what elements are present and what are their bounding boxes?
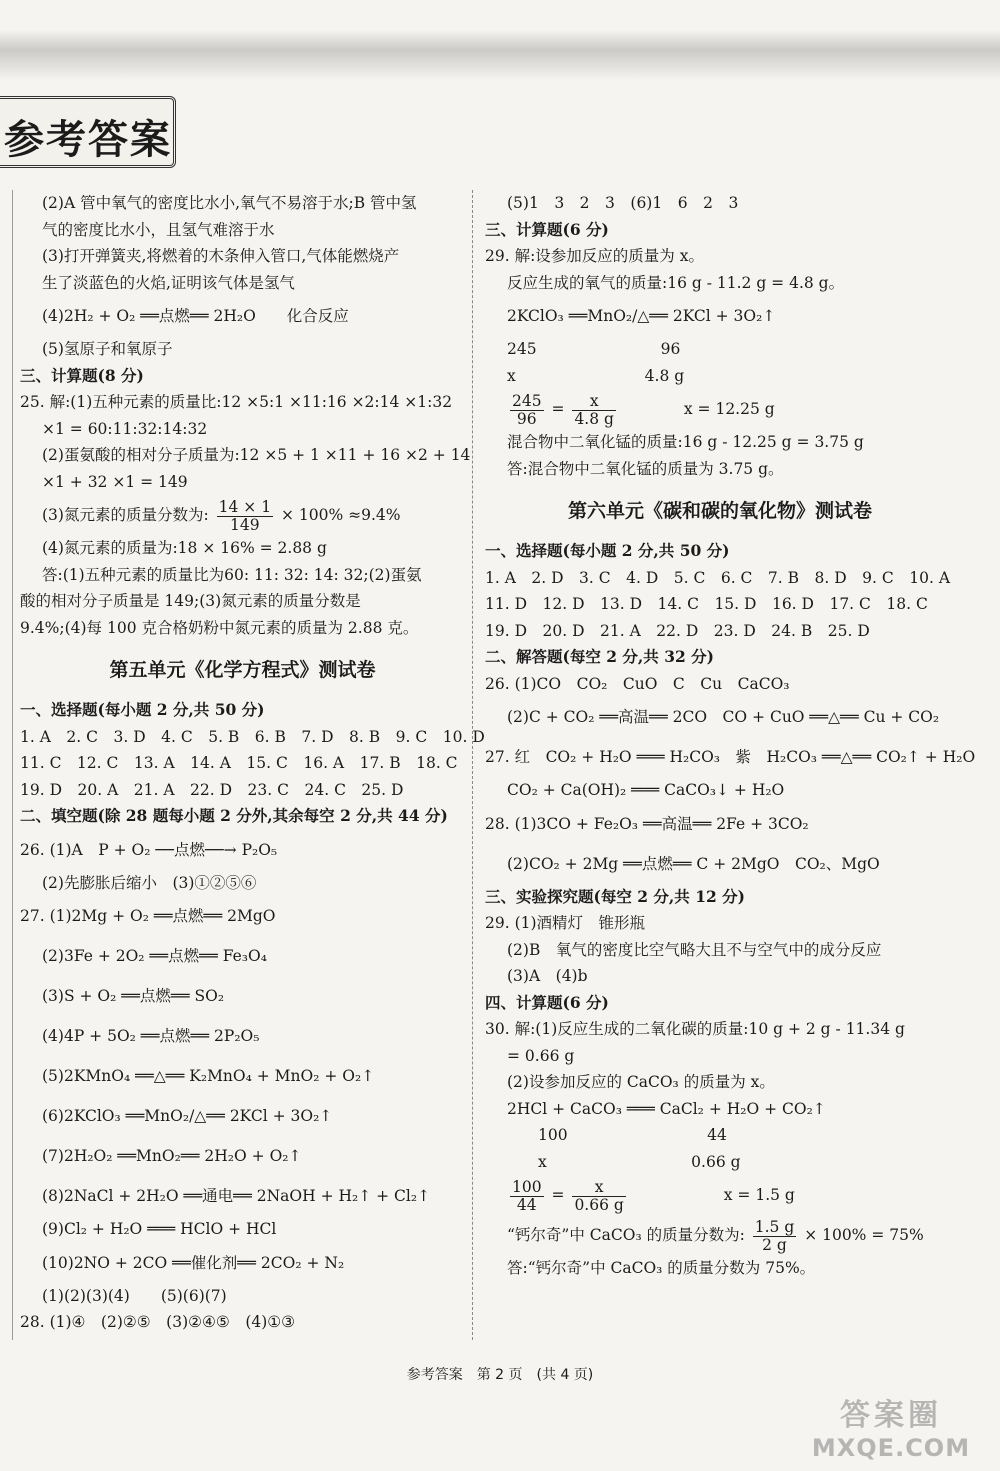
answer-line: 2KClO₃ ══MnO₂/△══ 2KCl + 3O₂↑ [507, 307, 776, 325]
answer-line: 酸的相对分子质量是 149;(3)氮元素的质量分数是 [20, 592, 361, 610]
answer-line: (2)先膨胀后缩小 (3)①②⑤⑥ [42, 873, 257, 892]
answer-line: 2HCl + CaCO₃ ═══ CaCl₂ + H₂O + CO₂↑ [507, 1099, 826, 1118]
fraction-denominator: 4.8 g [574, 409, 614, 428]
answer-line: 反应生成的氧气的质量:16 g - 11.2 g = 4.8 g。 [507, 273, 845, 292]
fraction-denominator: 2 g [762, 1235, 787, 1254]
calcium-fraction-suffix: × 100% = 75% [804, 1226, 924, 1244]
watermark-logo [796, 1398, 986, 1464]
fraction-numerator: 1.5 g [754, 1217, 795, 1236]
answer-line: (3)A (4)b [507, 967, 588, 985]
answer-line: 1. A 2. C 3. D 4. C 5. B 6. B 7. D 8. B 9. C 10. D [20, 727, 485, 746]
answer-line: (5)1 3 2 3 (6)1 6 2 3 [507, 194, 739, 212]
answer-line: CO₂ + Ca(OH)₂ ═══ CaCO₃↓ + H₂O [507, 781, 785, 799]
fraction-numerator: 14 × 1 [218, 497, 272, 516]
fraction-numerator: 100 [512, 1177, 542, 1196]
left-answers-part1 [20, 190, 471, 495]
nitrogen-fraction-prefix: (3)氮元素的质量分数为: [42, 506, 209, 524]
answer-line: 25. 解:(1)五种元素的质量比:12 ×5:1 ×11:16 ×2:14 ×1:32 [20, 393, 453, 411]
unit6-answers [485, 538, 976, 1175]
left-margin-rule [12, 190, 13, 1340]
ratio-fraction-left [510, 1179, 544, 1214]
answer-line: (2)B 氧气的密度比空气略大且不与空气中的成分反应 [507, 940, 882, 959]
final-answer: 答:“钙尔奇”中 CaCO₃ 的质量分数为 75%。 [507, 1259, 816, 1277]
answer-line: 11. D 12. D 13. D 14. C 15. D 16. D 17. C 18. C [485, 595, 928, 613]
calcium-fraction-line [485, 1215, 955, 1255]
ratio-result: x = 1.5 g [723, 1186, 795, 1204]
answer-line: 28. (1)④ (2)②⑤ (3)②④⑤ (4)①③ [20, 1313, 296, 1331]
answer-line: (2)设参加反应的 CaCO₃ 的质量为 x。 [507, 1073, 775, 1091]
nitrogen-fraction-suffix: × 100% ≈9.4% [281, 506, 401, 524]
right-answers-part2 [485, 429, 955, 482]
answer-line: 29. (1)酒精灯 锥形瓶 [485, 914, 646, 932]
answer-line: 29. 解:设参加反应的质量为 x。 [485, 247, 704, 265]
unit5-answers [20, 697, 485, 1336]
section-header-box [0, 96, 176, 168]
ratio-line-29: $\frac{245}{96}$ = $\frac{x}{4.8 g}$ x = 12.25 g [512, 391, 775, 428]
answer-line: 混合物中二氧化锰的质量:16 g - 12.25 g = 3.75 g [507, 433, 864, 451]
answer-line: 生了淡蓝色的火焰,证明该气体是氢气 [42, 273, 295, 292]
page-title: 参考答案 [4, 116, 172, 163]
watermark-line2: MXQE.COM [811, 1434, 971, 1462]
answer-line: 28. (1)3CO + Fe₂O₃ ══高温══ 2Fe + 3CO₂ [485, 814, 809, 833]
page-footer: 参考答案 第 2 页 (共 4 页) [406, 1367, 594, 1383]
answer-line: ×1 = 60:11:32:14:32 [42, 419, 208, 438]
answer-line: ×1 + 32 ×1 = 149 [42, 472, 188, 491]
ratio-line-30: $\frac{100}{44}$ = $\frac{x}{0.66 g}$ x = 1.5 g [512, 1177, 795, 1214]
fraction-numerator: 245 [512, 391, 542, 410]
answer-line: (3)打开弹簧夹,将燃着的木条伸入管口,气体能燃烧产 [42, 247, 400, 265]
answer-line: (5)2KMnO₄ ══△══ K₂MnO₄ + MnO₂ + O₂↑ [42, 1067, 375, 1085]
answer-line: 19. D 20. D 21. A 22. D 23. D 24. B 25. D [485, 621, 870, 640]
answer-line: x 0.66 g [507, 1152, 741, 1171]
answer-line: 9.4%;(4)每 100 克合格奶粉中氮元素的质量为 2.88 克。 [20, 618, 419, 637]
column-divider [472, 190, 473, 1340]
answer-line: (5)氢原子和氧原子 [42, 340, 173, 358]
answer-line: (3)S + O₂ ══点燃══ SO₂ [42, 987, 225, 1005]
answer-line: 答:(1)五种元素的质量比为60: 11: 32: 14: 32;(2)蛋氨 [42, 565, 422, 584]
answer-line: 27. (1)2Mg + O₂ ══点燃══ 2MgO [20, 907, 276, 925]
answer-line: 19. D 20. A 21. A 22. D 23. C 24. C 25. D [20, 780, 404, 799]
section-heading: 二、填空题(除 28 题每小题 2 分外,其余每空 2 分,共 44 分) [20, 806, 448, 825]
answer-line: 气的密度比水小，且氢气难溶于水 [42, 220, 275, 239]
answer-line: (4)4P + 5O₂ ══点燃══ 2P₂O₅ [42, 1027, 260, 1045]
ratio-fraction-left [510, 393, 544, 428]
answer-line: 11. C 12. C 13. A 14. A 15. C 16. A 17. B 18. C [20, 754, 458, 772]
nitrogen-fraction-line [20, 495, 465, 535]
section-heading: 三、实验探究题(每空 2 分,共 12 分) [485, 886, 746, 906]
section-heading: 四、计算题(6 分) [485, 992, 609, 1012]
answer-line: (2)C + CO₂ ══高温══ 2CO CO + CuO ══△══ Cu + CO₂ [507, 708, 940, 726]
unit6-title: 第六单元《碳和碳的氧化物》测试卷 [567, 500, 872, 522]
answer-line: 26. (1)A P + O₂ ──点燃──→ P₂O₅ [20, 840, 278, 859]
answer-line: (2)CO₂ + 2Mg ══点燃══ C + 2MgO CO₂、MgO [507, 854, 880, 873]
right-answers-part1 [485, 190, 955, 389]
answer-line: 245 96 [507, 340, 681, 358]
fraction-denominator: 0.66 g [574, 1195, 624, 1214]
answer-line: (4)2H₂ + O₂ ══点燃══ 2H₂O 化合反应 [42, 307, 349, 325]
answer-line: 100 44 [507, 1126, 727, 1144]
section-heading: 一、选择题(每小题 2 分,共 50 分) [485, 541, 730, 560]
ratio-fraction-right [572, 393, 616, 428]
unit5-title: 第五单元《化学方程式》测试卷 [109, 659, 376, 681]
answer-line: = 0.66 g [507, 1046, 575, 1065]
fraction-numerator: x [572, 393, 616, 411]
fraction-denominator: 44 [516, 1195, 537, 1214]
ratio-fraction-right [572, 1179, 625, 1214]
fraction-denominator: 149 [230, 515, 260, 534]
answer-line: 30. 解:(1)反应生成的二氧化碳的质量:10 g + 2 g - 11.34 g [485, 1020, 905, 1038]
answer-line: (4)氮元素的质量为:18 × 16% = 2.88 g [42, 539, 327, 557]
answer-line: 答:混合物中二氧化锰的质量为 3.75 g。 [507, 459, 784, 478]
ratio-result: x = 12.25 g [683, 400, 775, 418]
left-column [20, 190, 485, 1336]
left-answers-part2 [20, 535, 465, 641]
fraction-denominator: 96 [516, 409, 537, 428]
answer-line: (8)2NaCl + 2H₂O ══通电══ 2NaOH + H₂↑ + Cl₂↑ [42, 1187, 431, 1205]
answer-line: 26. (1)CO CO₂ CuO C Cu CaCO₃ [485, 674, 790, 693]
section-heading: 三、计算题(8 分) [20, 365, 144, 385]
answer-line: 27. 红 CO₂ + H₂O ═══ H₂CO₃ 紫 H₂CO₃ ══△══ CO₂↑ + H₂O [485, 748, 976, 766]
section-heading: 三、计算题(6 分) [485, 219, 609, 239]
fraction-numerator: x [572, 1179, 625, 1197]
answer-line: (7)2H₂O₂ ══MnO₂══ 2H₂O + O₂↑ [42, 1147, 302, 1165]
answer-line: (6)2KClO₃ ══MnO₂/△══ 2KCl + 3O₂↑ [42, 1107, 333, 1125]
answer-line: (9)Cl₂ + H₂O ═══ HClO + HCl [42, 1220, 277, 1238]
section-heading: 二、解答题(每空 2 分,共 32 分) [485, 647, 715, 666]
calcium-fraction [753, 1219, 797, 1254]
scan-shadow-band [0, 30, 1000, 80]
answer-line: (2)3Fe + 2O₂ ══点燃══ Fe₃O₄ [42, 947, 267, 965]
nitrogen-fraction [217, 499, 273, 534]
section-heading: 一、选择题(每小题 2 分,共 50 分) [20, 700, 265, 719]
answer-line: (10)2NO + 2CO ══催化剂══ 2CO₂ + N₂ [42, 1253, 345, 1272]
answer-line: (2)A 管中氧气的密度比水小,氧气不易溶于水;B 管中氢 [42, 194, 417, 212]
right-column [485, 190, 976, 1282]
watermark-line1: 答案圈 [840, 1398, 942, 1433]
answer-line: 1. A 2. D 3. C 4. D 5. C 6. C 7. B 8. D 9. C 10. A [485, 568, 951, 587]
answer-line: (1)(2)(3)(4) (5)(6)(7) [42, 1286, 227, 1305]
calcium-fraction-prefix: “钙尔奇”中 CaCO₃ 的质量分数为: [507, 1226, 745, 1244]
answer-line: (2)蛋氨酸的相对分子质量为:12 ×5 + 1 ×11 + 16 ×2 + 14 [42, 446, 471, 464]
answer-line: x 4.8 g [507, 366, 685, 385]
